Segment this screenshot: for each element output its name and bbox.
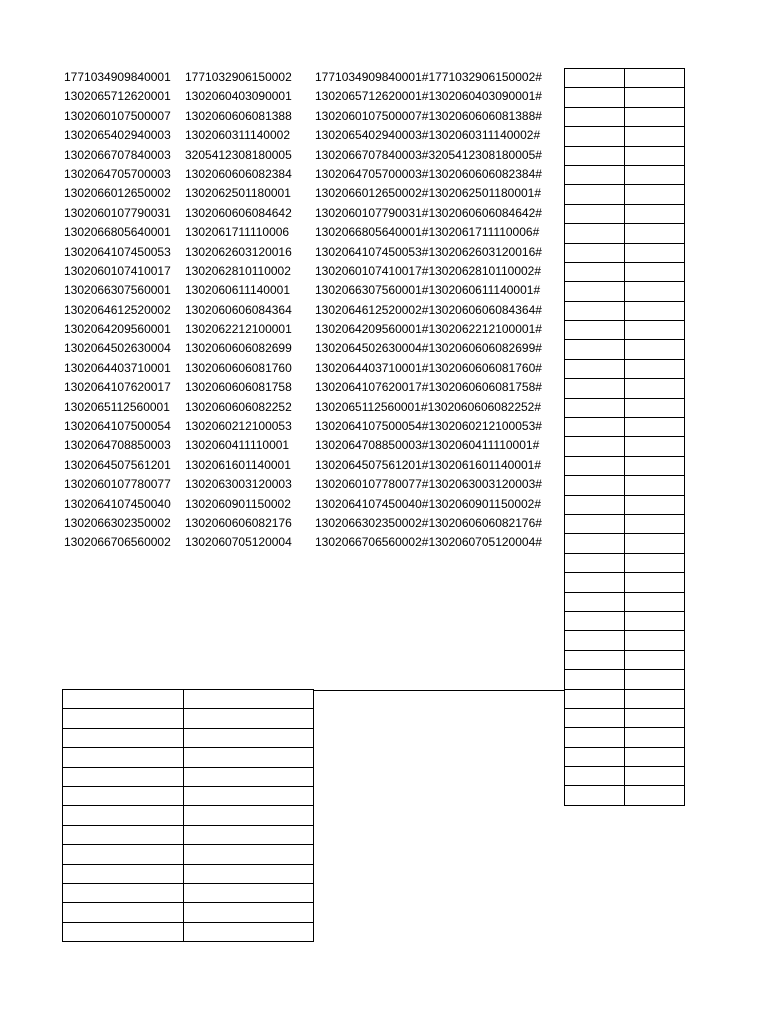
cell-b[interactable]: 1302060606081388 <box>185 108 292 123</box>
empty-cell[interactable] <box>624 281 685 301</box>
empty-cell[interactable] <box>624 611 685 631</box>
grid-row <box>564 282 685 301</box>
empty-cell[interactable] <box>62 805 184 825</box>
empty-cell[interactable] <box>624 553 685 573</box>
empty-cell[interactable] <box>624 475 685 495</box>
cell-a[interactable]: 1302064507561201 <box>64 457 171 472</box>
empty-cell[interactable] <box>62 864 184 884</box>
grid-row <box>564 612 685 631</box>
empty-cell[interactable] <box>564 708 625 728</box>
empty-cell[interactable] <box>62 747 184 767</box>
cell-c[interactable]: 1302064107450053#1302062603120016# <box>315 244 542 259</box>
empty-cell[interactable] <box>624 378 685 398</box>
empty-cell[interactable] <box>564 436 625 456</box>
grid-row <box>564 457 685 476</box>
empty-cell[interactable] <box>564 146 625 166</box>
empty-cell[interactable] <box>183 902 314 922</box>
grid-row <box>564 651 685 670</box>
empty-cell[interactable] <box>624 339 685 359</box>
empty-cell[interactable] <box>564 320 625 340</box>
grid-row <box>62 806 314 825</box>
grid-row <box>564 670 685 689</box>
empty-cell[interactable] <box>624 417 685 437</box>
cell-c[interactable]: 1302060107500007#1302060606081388# <box>315 108 542 123</box>
cell-b[interactable]: 1302060606084364 <box>185 302 292 317</box>
grid-row <box>564 709 685 728</box>
cell-c[interactable]: 1302065712620001#1302060403090001# <box>315 89 542 104</box>
empty-cell[interactable] <box>624 262 685 282</box>
empty-cell[interactable] <box>624 669 685 689</box>
cell-c[interactable]: 1302066707840003#3205412308180005# <box>315 147 542 162</box>
empty-cell[interactable] <box>624 204 685 224</box>
cell-c[interactable]: 1302066805640001#1302061711110006# <box>315 225 540 240</box>
grid-row <box>62 729 314 748</box>
cell-c[interactable]: 1302060107780077#1302063003120003# <box>315 477 542 492</box>
empty-cell[interactable] <box>624 495 685 515</box>
empty-cell[interactable] <box>564 785 625 805</box>
cell-b[interactable]: 1302060606082699 <box>185 341 292 356</box>
horizontal-rule <box>313 690 564 691</box>
empty-cell[interactable] <box>564 514 625 534</box>
empty-cell[interactable] <box>183 825 314 845</box>
cell-b[interactable]: 1771032906150002 <box>185 70 292 84</box>
grid-row <box>62 884 314 903</box>
empty-cell[interactable] <box>624 630 685 650</box>
empty-cell[interactable] <box>62 767 184 787</box>
empty-cell[interactable] <box>62 708 184 728</box>
grid-row <box>564 244 685 263</box>
empty-cell[interactable] <box>62 728 184 748</box>
empty-cell[interactable] <box>564 281 625 301</box>
empty-cell[interactable] <box>564 204 625 224</box>
cell-b[interactable]: 1302060212100053 <box>185 419 292 434</box>
empty-cell[interactable] <box>624 766 685 786</box>
cell-b[interactable]: 1302060606082252 <box>185 399 292 414</box>
empty-cell[interactable] <box>62 922 184 942</box>
empty-cell[interactable] <box>624 747 685 767</box>
empty-cell[interactable] <box>564 126 625 146</box>
cell-c[interactable]: 1302066706560002#1302060705120004# <box>315 535 542 550</box>
grid-row <box>564 748 685 767</box>
cell-a[interactable]: 1302060107410017 <box>64 263 171 278</box>
cell-c[interactable]: 1302065112560001#1302060606082252# <box>315 399 542 414</box>
empty-cell[interactable] <box>564 747 625 767</box>
cell-b[interactable]: 1302060606082384 <box>185 166 292 181</box>
empty-cell[interactable] <box>564 669 625 689</box>
cell-c[interactable]: 1302060107790031#1302060606084642# <box>315 205 542 220</box>
grid-row <box>62 923 314 942</box>
cell-b[interactable]: 1302063003120003 <box>185 477 292 492</box>
empty-cell[interactable] <box>624 514 685 534</box>
cell-a[interactable]: 1302064107500054 <box>64 419 171 434</box>
grid-row <box>564 399 685 418</box>
empty-cell[interactable] <box>624 126 685 146</box>
grid-row <box>564 185 685 204</box>
cell-a[interactable]: 1302066302350002 <box>64 515 171 530</box>
empty-cell[interactable] <box>624 107 685 127</box>
empty-cell[interactable] <box>624 592 685 612</box>
cell-b[interactable]: 1302060705120004 <box>185 535 292 550</box>
grid-row <box>564 786 685 805</box>
empty-cell[interactable] <box>183 708 314 728</box>
cell-c[interactable]: 1302066302350002#1302060606082176# <box>315 515 542 530</box>
empty-cell[interactable] <box>564 243 625 263</box>
cell-c[interactable]: 1302064502630004#1302060606082699# <box>315 341 542 356</box>
cell-a[interactable]: 1302064107620017 <box>64 380 171 395</box>
grid-row <box>564 302 685 321</box>
cell-c[interactable]: 1302064705700003#1302060606082384# <box>315 166 542 181</box>
empty-cell[interactable] <box>183 883 314 903</box>
cell-a[interactable]: 1302064708850003 <box>64 438 171 453</box>
grid-row <box>62 787 314 806</box>
empty-cell[interactable] <box>624 708 685 728</box>
grid-row <box>564 69 685 88</box>
grid-row <box>564 476 685 495</box>
empty-cell[interactable] <box>564 262 625 282</box>
cell-a[interactable]: 1302064209560001 <box>64 322 171 337</box>
grid-row <box>564 166 685 185</box>
empty-cell[interactable] <box>624 785 685 805</box>
empty-cell[interactable] <box>624 165 685 185</box>
cell-a[interactable]: 1302065112560001 <box>64 399 170 414</box>
cell-c[interactable]: 1302066307560001#1302060611140001# <box>315 283 541 298</box>
cell-a[interactable]: 1302066012650002 <box>64 186 171 201</box>
empty-cell[interactable] <box>564 689 625 709</box>
empty-cell[interactable] <box>624 320 685 340</box>
empty-cell[interactable] <box>624 398 685 418</box>
cell-c[interactable]: 1302064107500054#1302060212100053# <box>315 419 542 434</box>
empty-cell[interactable] <box>183 844 314 864</box>
grid-row <box>62 748 314 767</box>
cell-a[interactable]: 1302064107450053 <box>64 244 171 259</box>
empty-cell[interactable] <box>564 456 625 476</box>
grid-row <box>62 845 314 864</box>
cell-c[interactable]: 1302064708850003#1302060411110001# <box>315 438 540 453</box>
empty-cell[interactable] <box>62 786 184 806</box>
empty-cell[interactable] <box>564 359 625 379</box>
grid-row <box>564 593 685 612</box>
grid-row <box>564 88 685 107</box>
grid-row <box>564 340 685 359</box>
cell-a[interactable]: 1302064107450040 <box>64 496 171 511</box>
grid-row <box>564 534 685 553</box>
cell-a[interactable]: 1302064403710001 <box>64 360 171 375</box>
empty-cell[interactable] <box>564 475 625 495</box>
cell-a[interactable]: 1302060107780077 <box>64 477 171 492</box>
cell-b[interactable]: 1302062501180001 <box>185 186 291 201</box>
cell-c[interactable]: 1302060107410017#1302062810110002# <box>315 263 542 278</box>
cell-b[interactable]: 1302062212100001 <box>185 322 292 337</box>
grid-row <box>564 631 685 650</box>
empty-cell[interactable] <box>564 378 625 398</box>
empty-cell[interactable] <box>183 728 314 748</box>
grid-row <box>564 728 685 747</box>
cell-b[interactable]: 1302060311140002 <box>185 128 290 143</box>
grid-row <box>62 709 314 728</box>
cell-a[interactable]: 1302065402940003 <box>64 128 171 143</box>
grid-row <box>564 360 685 379</box>
cell-b[interactable]: 1302060606081760 <box>185 360 292 375</box>
cell-a[interactable]: 1302064705700003 <box>64 166 171 181</box>
empty-cell[interactable] <box>564 650 625 670</box>
cell-b[interactable]: 1302060606084642 <box>185 205 292 220</box>
empty-cell[interactable] <box>62 902 184 922</box>
cell-b[interactable]: 1302062810110002 <box>185 263 291 278</box>
right-empty-grid <box>564 69 685 806</box>
cell-a[interactable]: 1771034909840001 <box>64 70 171 84</box>
grid-row <box>62 826 314 845</box>
empty-cell[interactable] <box>564 339 625 359</box>
empty-cell[interactable] <box>564 68 625 88</box>
empty-cell[interactable] <box>624 533 685 553</box>
cell-a[interactable]: 1302066307560001 <box>64 283 171 298</box>
cell-a[interactable]: 1302064502630004 <box>64 341 171 356</box>
empty-cell[interactable] <box>183 786 314 806</box>
empty-cell[interactable] <box>564 572 625 592</box>
grid-row <box>62 865 314 884</box>
cell-a[interactable]: 1302060107500007 <box>64 108 171 123</box>
empty-cell[interactable] <box>62 825 184 845</box>
bottom-empty-grid <box>62 690 314 942</box>
grid-row <box>62 690 314 709</box>
empty-cell[interactable] <box>624 68 685 88</box>
grid-row <box>564 224 685 243</box>
grid-row <box>564 379 685 398</box>
empty-cell[interactable] <box>564 184 625 204</box>
grid-row <box>564 573 685 592</box>
cell-c[interactable]: 1771034909840001#1771032906150002# <box>315 70 542 84</box>
grid-row <box>564 127 685 146</box>
empty-cell[interactable] <box>624 572 685 592</box>
cell-b[interactable]: 1302062603120016 <box>185 244 292 259</box>
empty-cell[interactable] <box>624 456 685 476</box>
empty-cell[interactable] <box>62 689 184 709</box>
empty-cell[interactable] <box>564 87 625 107</box>
empty-cell[interactable] <box>564 533 625 553</box>
cell-b[interactable]: 1302060606082176 <box>185 515 292 530</box>
grid-row <box>564 690 685 709</box>
cell-c[interactable]: 1302065402940003#1302060311140002# <box>315 128 541 143</box>
empty-cell[interactable] <box>564 398 625 418</box>
cell-a[interactable]: 1302066706560002 <box>64 535 171 550</box>
cell-a[interactable]: 1302066707840003 <box>64 147 171 162</box>
grid-row <box>62 903 314 922</box>
cell-a[interactable]: 1302066805640001 <box>64 225 171 240</box>
empty-cell[interactable] <box>62 883 184 903</box>
empty-cell[interactable] <box>564 165 625 185</box>
grid-row <box>564 263 685 282</box>
cell-b[interactable]: 1302060901150002 <box>185 496 291 511</box>
grid-row <box>564 321 685 340</box>
grid-row <box>564 496 685 515</box>
grid-row <box>62 768 314 787</box>
empty-cell[interactable] <box>564 611 625 631</box>
cell-c[interactable]: 1302066012650002#1302062501180001# <box>315 186 542 201</box>
cell-a[interactable]: 1302060107790031 <box>64 205 171 220</box>
empty-cell[interactable] <box>564 417 625 437</box>
cell-c[interactable]: 1302064612520002#1302060606084364# <box>315 302 542 317</box>
empty-cell[interactable] <box>564 553 625 573</box>
empty-cell[interactable] <box>183 767 314 787</box>
cell-c[interactable]: 1302064507561201#1302061601140001# <box>315 457 542 472</box>
cell-b[interactable]: 1302060403090001 <box>185 89 292 104</box>
empty-cell[interactable] <box>624 650 685 670</box>
empty-cell[interactable] <box>564 107 625 127</box>
cell-c[interactable]: 1302064107620017#1302060606081758# <box>315 380 542 395</box>
empty-cell[interactable] <box>624 689 685 709</box>
cell-c[interactable]: 1302064403710001#1302060606081760# <box>315 360 542 375</box>
grid-row <box>564 554 685 573</box>
cell-b[interactable]: 1302061711110006 <box>185 225 290 240</box>
empty-cell[interactable] <box>624 727 685 747</box>
empty-cell[interactable] <box>624 436 685 456</box>
cell-b[interactable]: 1302061601140001 <box>185 457 291 472</box>
cell-c[interactable]: 1302064107450040#1302060901150002# <box>315 496 542 511</box>
empty-cell[interactable] <box>62 844 184 864</box>
empty-cell[interactable] <box>183 689 314 709</box>
empty-cell[interactable] <box>564 727 625 747</box>
empty-cell[interactable] <box>183 922 314 942</box>
empty-cell[interactable] <box>564 223 625 243</box>
empty-cell[interactable] <box>564 592 625 612</box>
grid-row <box>564 515 685 534</box>
cell-b[interactable]: 3205412308180005 <box>185 147 292 162</box>
empty-cell[interactable] <box>624 301 685 321</box>
cell-b[interactable]: 1302060411110001 <box>185 438 290 453</box>
empty-cell[interactable] <box>624 146 685 166</box>
grid-row <box>564 147 685 166</box>
empty-cell[interactable] <box>624 184 685 204</box>
cell-c[interactable]: 1302064209560001#1302062212100001# <box>315 322 542 337</box>
grid-row <box>564 205 685 224</box>
grid-row <box>564 418 685 437</box>
empty-cell[interactable] <box>183 805 314 825</box>
empty-cell[interactable] <box>564 766 625 786</box>
empty-cell[interactable] <box>564 630 625 650</box>
cell-b[interactable]: 1302060606081758 <box>185 380 292 395</box>
empty-cell[interactable] <box>624 223 685 243</box>
cell-a[interactable]: 1302065712620001 <box>64 89 171 104</box>
empty-cell[interactable] <box>624 87 685 107</box>
cell-a[interactable]: 1302064612520002 <box>64 302 171 317</box>
grid-row <box>564 108 685 127</box>
empty-cell[interactable] <box>564 301 625 321</box>
grid-row <box>564 767 685 786</box>
empty-cell[interactable] <box>624 243 685 263</box>
empty-cell[interactable] <box>183 747 314 767</box>
grid-row <box>564 437 685 456</box>
empty-cell[interactable] <box>564 495 625 515</box>
empty-cell[interactable] <box>183 864 314 884</box>
empty-cell[interactable] <box>624 359 685 379</box>
cell-b[interactable]: 1302060611140001 <box>185 283 290 298</box>
